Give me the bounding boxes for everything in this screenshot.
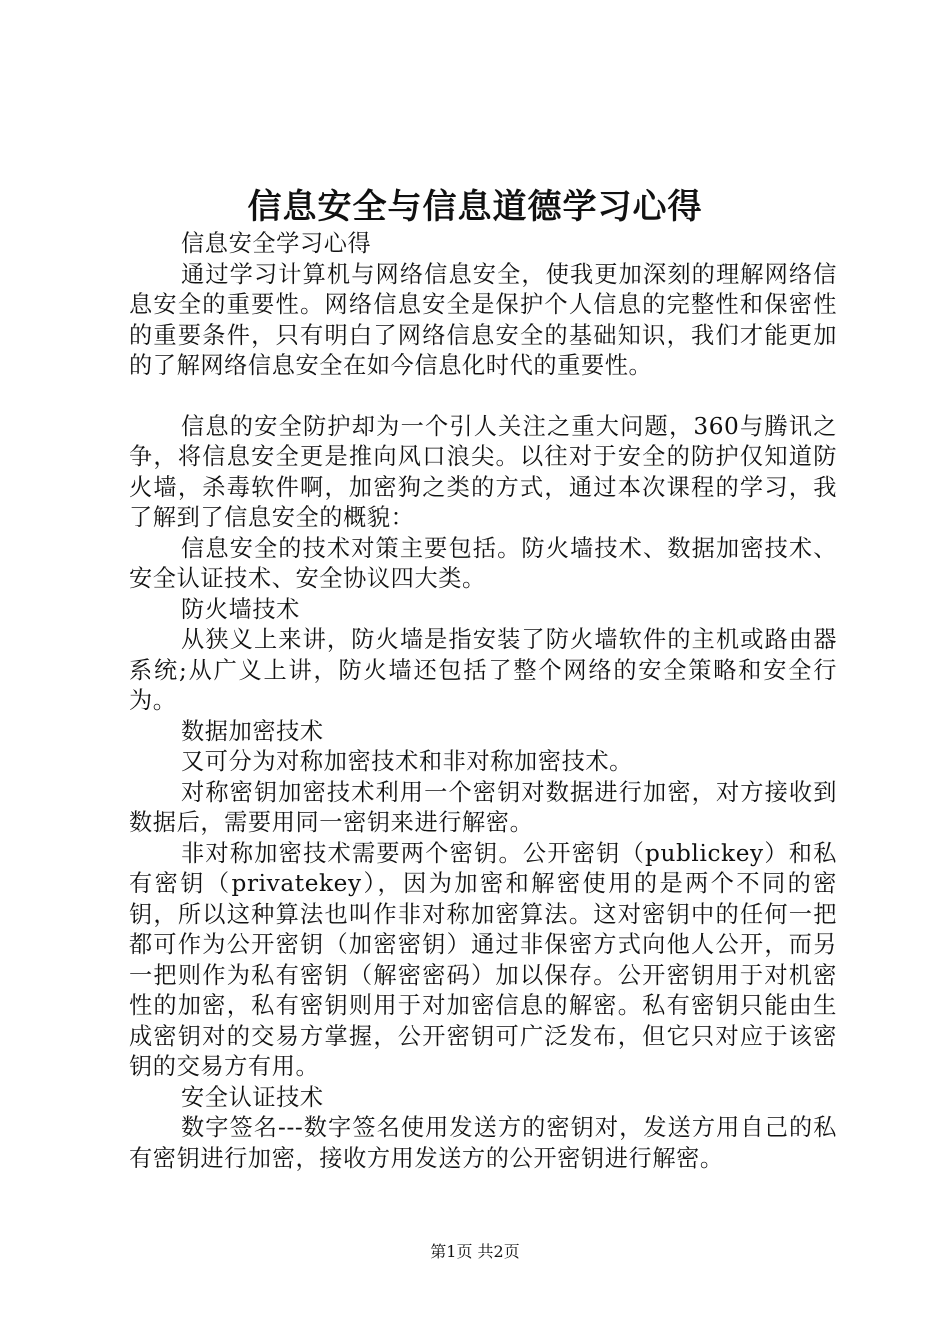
- document-body: [129, 229, 837, 1174]
- paragraph: 通过学习计算机与网络信息安全，使我更加深刻的理解网络信息安全的重要性。网络信息安全是保护个人信息的完整性和保密性的重要条件，只有明白了网络信息安全的基础知识，我们才能更加的了解网络信息安全在如今信息化时代的重要性。: [129, 260, 837, 379]
- paragraph: 从狭义上来讲，防火墙是指安装了防火墙软件的主机或路由器系统;从广义上讲，防火墙还包括了整个网络的安全策略和安全行为。: [129, 626, 837, 714]
- section-heading: 数据加密技术: [181, 717, 324, 745]
- paragraph: 对称密钥加密技术利用一个密钥对数据进行加密，对方接收到数据后，需要用同一密钥来进行解密。: [129, 778, 837, 836]
- paragraph: 信息的安全防护却为一个引人关注之重大问题，360与腾讯之争，将信息安全更是推向风口浪尖。以往对于安全的防护仅知道防火墙，杀毒软件啊，加密狗之类的方式，通过本次课程的学习，我了解到了信息安全的概貌：: [129, 412, 837, 531]
- paragraph: 信息安全的技术对策主要包括。防火墙技术、数据加密技术、安全认证技术、安全协议四大类。: [129, 534, 837, 592]
- page-title: 信息安全与信息道德学习心得: [247, 187, 703, 227]
- paragraph: 数字签名---数字签名使用发送方的密钥对，发送方用自己的私有密钥进行加密，接收方用发送方的公开密钥进行解密。: [129, 1114, 837, 1172]
- paragraph-spacer: [129, 382, 837, 412]
- section-heading: 安全认证技术: [181, 1083, 324, 1111]
- section-heading: 信息安全学习心得: [181, 230, 372, 257]
- section-heading: 防火墙技术: [181, 595, 300, 623]
- page-footer: 第1页 共2页: [430, 1242, 520, 1261]
- paragraph: 又可分为对称加密技术和非对称加密技术。: [181, 748, 633, 775]
- paragraph: 非对称加密技术需要两个密钥。公开密钥（publickey）和私有密钥（privatekey），因为加密和解密使用的是两个不同的密钥，所以这种算法也叫作非对称加密算法。这对密钥中的任何一把都可作为公开密钥（加密密钥）通过非保密方式向他人公开，而另一把则作为私有密钥（解密密码）加以保存。公开密钥用于对机密性的加密，私有密钥则用于对加密信息的解密。私有密钥只能由生成密钥对的交易方掌握，公开密钥可广泛发布，但它只对应于该密钥的交易方有用。: [129, 839, 837, 1080]
